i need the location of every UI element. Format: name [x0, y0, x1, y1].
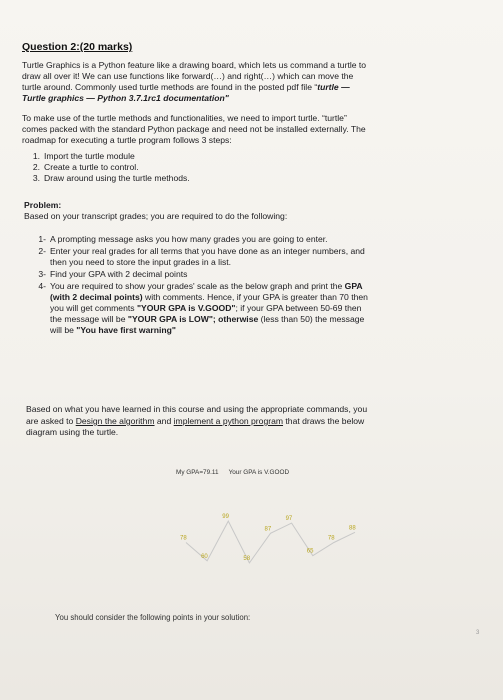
grade-label: 97 [285, 516, 293, 523]
intro-line-2: draw all over it! We can use functions like forward(…) and right(…) which can move the [22, 71, 354, 81]
document-page: Question 2:(20 marks) Turtle Graphics is a Python feature like a drawing board, which lets us command a turtle to draw all over it! We can use functions like forward(…) and right(…) which can move the turtle around. Commonly used turtle methods are found in the posted pdf file “turtle — Turtle graphics — Python 3.7.1rc1 documentation" To make use of the turtle methods and functionalities, we need to import turtle. “turtle” comes packed with the standard Python package and need not be installed externally. The roadmap for executing a turtle program follows 3 steps: 1. Import the turtle module 2. Create a turtle to control. 3. Draw around using the turtle methods. Problem: Based on your transcript grades; you are required to do the following: 1- A prompting message asks you how many grades you are going to enter. 2- Enter your real grades for all terms that you have done as an integer numbers, and then you need to store the input grades in a list. 3- Find your GPA with 2 decimal points 4- You are required to show your grades' scale as the below graph and print the GPA (with 2 decimal points) with comments. Hence, if your GPA is greater than 70 then you will get comments "YOUR GPA is V.GOOD"; if your GPA between 50-69 then the message will be "YOUR GPA is LOW"; otherwise (less than 50) the message will be "You have first warning" Based on what you have learned in this course and using the appropriate commands, you are asked to Design the algorithm and implement a python program that draws the below diagram using the turtle. My GPA=79.11 Your GPA is V.GOOD 78 60 99 58 87 97 65 78 88 You should consider the following points in your solution: 3 [0, 0, 503, 700]
grade-label: 60 [201, 553, 208, 560]
grade-label: 87 [264, 526, 272, 533]
para2-line-2: comes packed with the standard Python package and need not be installed externally. The [22, 124, 366, 134]
question-heading: Question 2:(20 marks) [22, 41, 133, 53]
problem-item-continuation: then you need to store the input grades in a list. [50, 257, 232, 267]
problem-item-4-line-3: you will get comments "YOUR GPA is V.GOOD"; if your GPA between 50-69 then [50, 303, 362, 313]
chart-gpa-label: My GPA=79.11 [176, 469, 219, 476]
doc-reference: Turtle graphics — Python 3.7.1rc1 documentation" [22, 93, 229, 103]
grade-label: 78 [180, 535, 187, 542]
grade-label: 78 [327, 535, 335, 542]
page-number: 3 [476, 630, 480, 636]
grade-label: 88 [349, 525, 356, 532]
closing-line-2: are asked to Design the algorithm and implement a python program that draws the below [26, 416, 365, 426]
chart-comment-label: Your GPA is V.GOOD [228, 469, 290, 476]
doc-reference-start: turtle — [317, 82, 350, 92]
chart-title [176, 469, 299, 476]
grade-label: 65 [306, 548, 314, 555]
footer-instruction: You should consider the following points in your solution: [55, 612, 251, 622]
problem-lead: Based on your transcript grades; you are required to do the following: [24, 211, 288, 221]
implement-program-underlined: implement a python program [173, 416, 284, 426]
grade-label: 58 [243, 555, 251, 562]
grade-label: 99 [222, 514, 229, 521]
closing-line-1: Based on what you have learned in this course and using the appropriate commands, you [26, 404, 368, 414]
problem-item-4-line-4: the message will be "YOUR GPA is LOW"; otherwise (less than 50) the message [50, 314, 365, 324]
problem-item-4-line-2: (with 2 decimal points) with comments. Hence, if your GPA is greater than 70 then [50, 292, 368, 302]
para2-line-3: roadmap for executing a turtle program follows 3 steps: [22, 135, 232, 145]
intro-line-3: turtle around. Commonly used turtle methods are found in the posted pdf file “turtle — [22, 82, 350, 92]
intro-line-1: Turtle Graphics is a Python feature like a drawing board, which lets us command a turtle to [22, 60, 367, 70]
closing-line-3: diagram using the turtle. [26, 427, 119, 437]
gpa-chart [150, 505, 370, 575]
para2-line-1: To make use of the turtle methods and functionalities, we need to import turtle. “turtle” [22, 113, 347, 123]
problem-label: Problem: [24, 200, 62, 210]
design-algorithm-underlined: Design the algorithm [75, 416, 155, 426]
problem-item-4-line-5: will be "You have first warning" [50, 325, 176, 335]
